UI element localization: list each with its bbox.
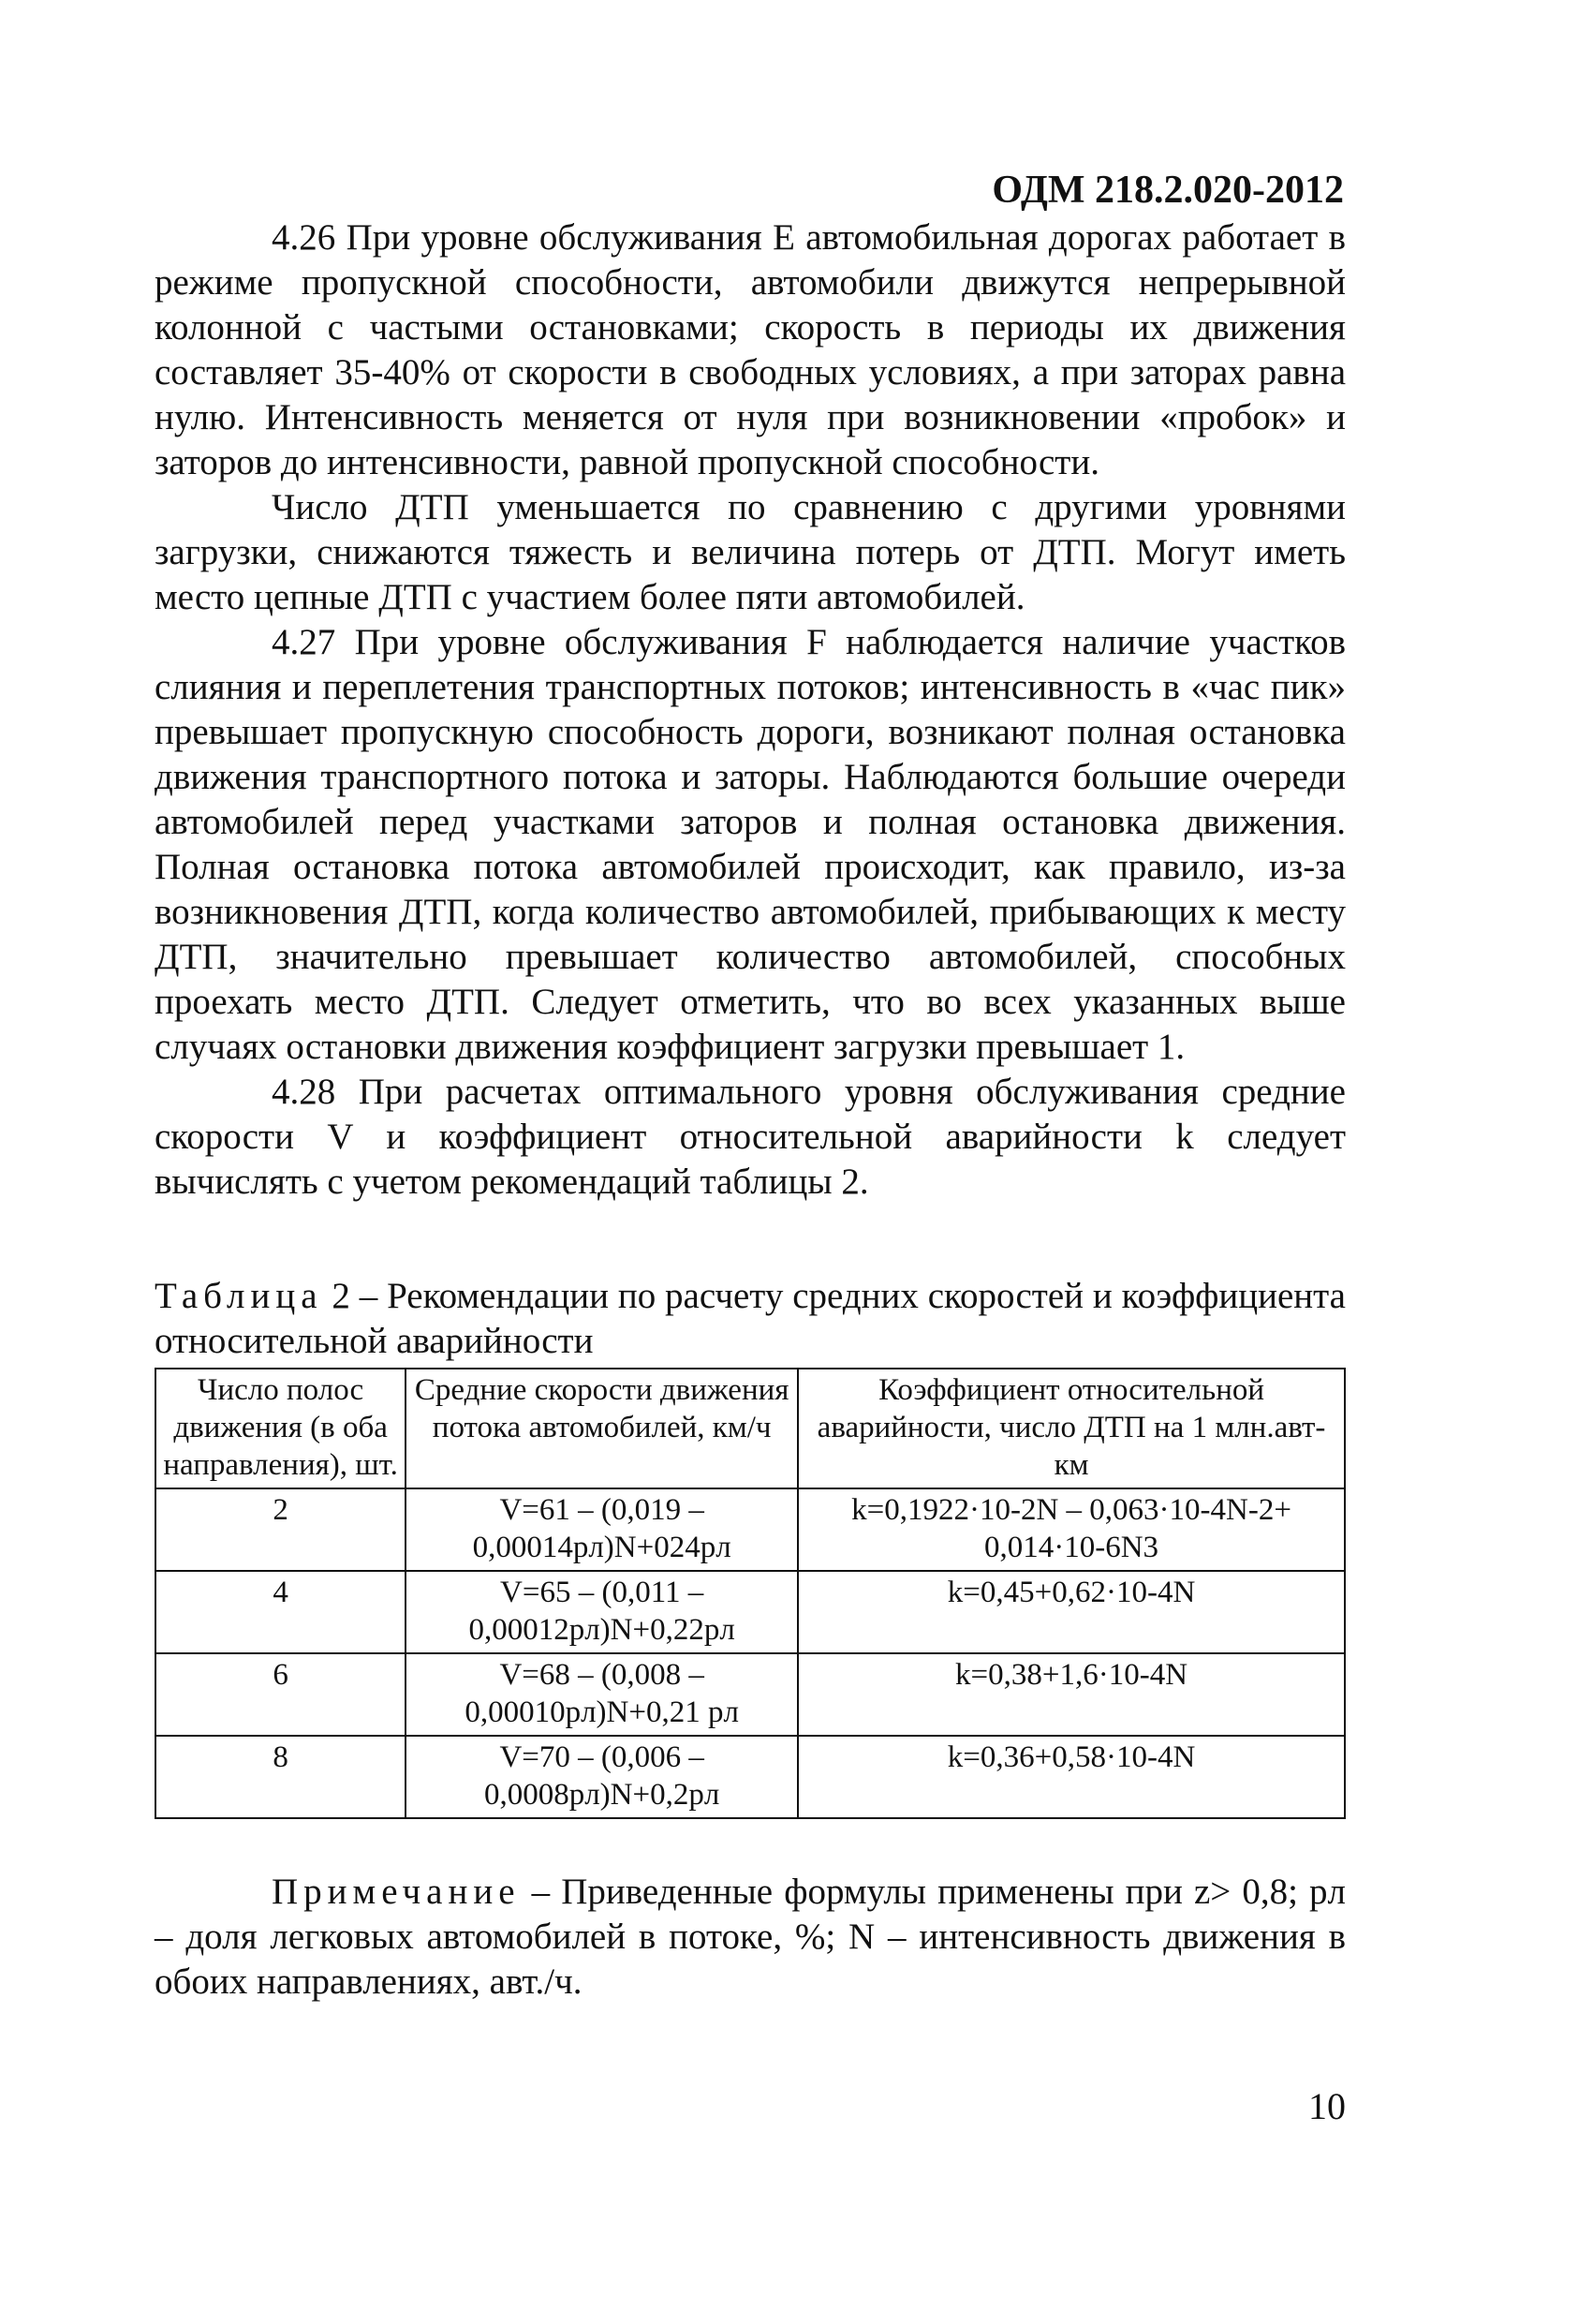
cell-lanes: 6	[155, 1653, 406, 1736]
table-caption	[155, 1274, 1346, 1364]
cell-coefficient: k=0,45+0,62·10-4N	[798, 1571, 1345, 1653]
cell-speed: V=65 – (0,011 – 0,00012pл)N+0,22pл	[406, 1571, 798, 1653]
cell-speed: V=68 – (0,008 – 0,00010pл)N+0,21 pл	[406, 1653, 798, 1736]
cell-lanes: 4	[155, 1571, 406, 1653]
paragraph-dtp: Число ДТП уменьшается по сравнению с другими уровнями загрузки, снижаются тяжесть и величина потерь от ДТП. Могут иметь место цепные ДТП с участием более пяти автомобилей.	[155, 487, 1346, 617]
header-speed: Средние скорости движения потока автомобилей, км/ч	[406, 1369, 798, 1488]
table-note	[155, 1870, 1346, 2005]
cell-coefficient: k=0,36+0,58·10-4N	[798, 1736, 1345, 1818]
table-row	[155, 1571, 1345, 1653]
document-code: ОДМ 218.2.020-2012	[992, 169, 1344, 212]
paragraph-4-27: 4.27 При уровне обслуживания F наблюдается наличие участков слияния и переплетения транспортных потоков; интенсивность в «час пик» превышает пропускную способность дороги, возникают полная остановка движения транспортного потока и заторы. Наблюдаются большие очереди автомобилей перед участками заторов и полная остановка движения. Полная остановка потока автомобилей происходит, как правило, из-за возникновения ДТП, когда количество автомобилей, прибывающих к месту ДТП, значительно превышает количество автомобилей, способных проехать место ДТП. Следует отметить, что во всех указанных выше случаях остановки движения коэффициент загрузки превышает 1.	[155, 622, 1346, 1067]
table-row	[155, 1653, 1345, 1736]
header-lanes: Число полос движения (в оба направления), шт.	[155, 1369, 406, 1488]
table-caption-label: Таблица	[155, 1276, 323, 1316]
table-caption-text: 2 – Рекомендации по расчету средних скоростей и коэффициента относительной аварийности	[155, 1276, 1346, 1361]
paragraph-4-28: 4.28 При расчетах оптимального уровня обслуживания средние скорости V и коэффициент относительной аварийности k следует вычислять с учетом рекомендаций таблицы 2.	[155, 1072, 1346, 1202]
paragraph-4-26: 4.26 При уровне обслуживания Е автомобильная дорогах работает в режиме пропускной способности, автомобили движутся непрерывной колонной с частыми остановками; скорость в периоды их движения составляет 35-40% от скорости в свободных условиях, а при заторах равна нулю. Интенсивность меняется от нуля при возникновении «пробок» и заторов до интенсивности, равной пропускной способности.	[155, 217, 1346, 482]
recommendations-table	[155, 1368, 1346, 1819]
note-label: Примечание	[272, 1872, 521, 1912]
cell-speed: V=70 – (0,006 – 0,0008pл)N+0,2pл	[406, 1736, 798, 1818]
table-header-row	[155, 1369, 1345, 1488]
cell-lanes: 8	[155, 1736, 406, 1818]
cell-coefficient: k=0,1922·10-2N – 0,063·10-4N-2+ 0,014·10-6N3	[798, 1488, 1345, 1571]
table-row	[155, 1488, 1345, 1571]
table-row	[155, 1736, 1345, 1818]
note-text: – Приведенные формулы применены при z> 0,8; pл – доля легковых автомобилей в потоке, %; N – интенсивность движения в обоих направлениях, авт./ч.	[155, 1872, 1346, 2002]
header-coefficient: Коэффициент относительной аварийности, число ДТП на 1 млн.авт-км	[798, 1369, 1345, 1488]
cell-lanes: 2	[155, 1488, 406, 1571]
cell-coefficient: k=0,38+1,6·10-4N	[798, 1653, 1345, 1736]
main-content	[155, 215, 1346, 2005]
page-number: 10	[1308, 2085, 1346, 2127]
cell-speed: V=61 – (0,019 – 0,00014pл)N+024pл	[406, 1488, 798, 1571]
